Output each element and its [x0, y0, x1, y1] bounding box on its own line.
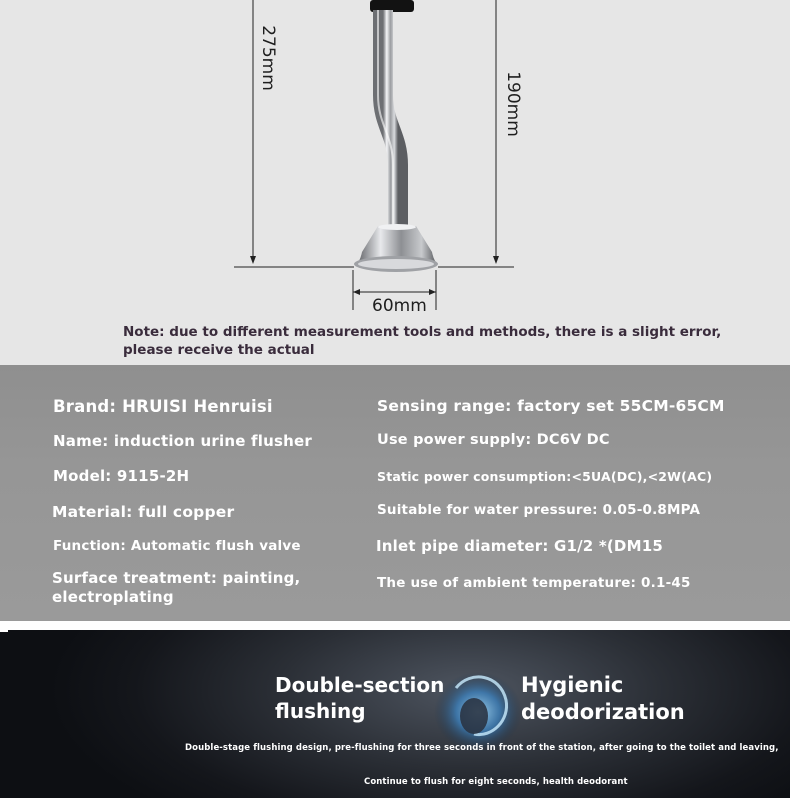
specifications-panel — [0, 365, 790, 621]
spec-surface-line-2: electroplating — [52, 588, 174, 606]
note-line-1: Note: due to different measurement tools and methods, there is a slight error, — [123, 324, 722, 340]
feature-right-line-1: Hygienic — [521, 673, 624, 697]
spec-model: Model: 9115-2H — [53, 467, 190, 485]
spec-water-pressure: Suitable for water pressure: 0.05-0.8MPA — [377, 502, 701, 518]
spec-surface-line-1: Surface treatment: painting, — [52, 569, 301, 587]
spec-power-supply: Use power supply: DC6V DC — [377, 432, 610, 448]
dim-arrow-60-right — [429, 289, 436, 295]
feature-hygienic — [521, 672, 685, 726]
spec-surface-treatment — [52, 569, 300, 607]
spec-sensing-range: Sensing range: factory set 55CM-65CM — [377, 397, 725, 415]
feature-banner — [0, 630, 790, 798]
dim-arrow-60-left — [353, 289, 360, 295]
dim-arrow-190 — [493, 256, 499, 264]
feature-double-section — [275, 672, 444, 724]
dimension-diagram — [0, 0, 790, 365]
spec-brand: Brand: HRUISI Henruisi — [53, 397, 273, 416]
spec-name: Name: induction urine flusher — [53, 432, 312, 450]
height-total-label: 275mm — [258, 25, 278, 91]
note-line-2: please receive the actual — [123, 342, 315, 358]
feature-caption-2: Continue to flush for eight seconds, health deodorant — [364, 777, 628, 787]
spec-ambient-temperature: The use of ambient temperature: 0.1-45 — [377, 575, 691, 591]
spec-function: Function: Automatic flush valve — [53, 538, 301, 554]
spec-inlet-diameter: Inlet pipe diameter: G1/2 *(DM15 — [376, 537, 663, 555]
dim-arrow-275 — [250, 256, 256, 264]
base-width-label: 60mm — [372, 296, 427, 316]
feature-right-line-2: deodorization — [521, 700, 685, 724]
feature-caption-1: Double-stage flushing design, pre-flushing for three seconds in front of the station, after going to the toilet and leaving, — [185, 743, 779, 753]
height-pipe-label: 190mm — [503, 71, 523, 137]
flush-pipe — [383, 10, 398, 228]
feature-left-line-1: Double-section — [275, 673, 445, 697]
section-divider — [0, 621, 790, 630]
spec-material: Material: full copper — [52, 503, 235, 521]
measurement-note — [123, 323, 723, 359]
feature-left-line-2: flushing — [275, 699, 366, 723]
spec-static-power: Static power consumption:<5UA(DC),<2W(AC) — [377, 469, 713, 484]
